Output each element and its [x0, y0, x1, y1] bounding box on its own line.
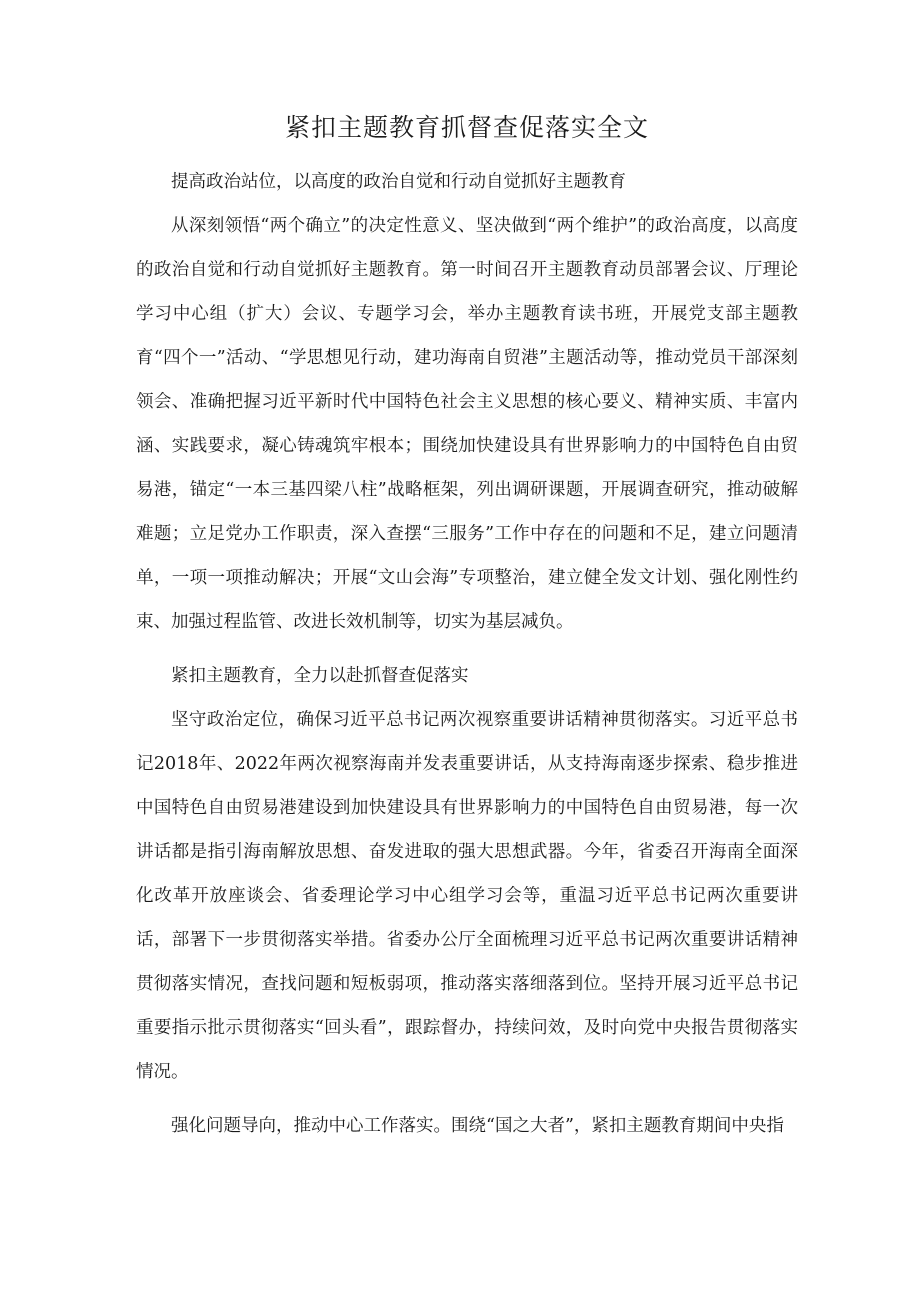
section-1-paragraph-1: 从深刻领悟“两个确立”的决定性意义、坚决做到“两个维护”的政治高度，以高度的政治自觉和行动自觉抓好主题教育。第一时间召开主题教育动员部署会议、厅理论学习中心组（扩大）会议、专题学习会，举办主题教育读书班，开展党支部主题教育“四个一”活动、“学思想见行动，建功海南自贸港”主题活动等，推动党员干部深刻领会、准确把握习近平新时代中国特色社会主义思想的核心要义、精神实质、丰富内涵、实践要求，凝心铸魂筑牢根本；围绕加快建设具有世界影响力的中国特色自由贸易港，锚定“一本三基四梁八柱”战略框架，列出调研课题，开展调查研究，推动破解难题；立足党办工作职责，深入查摆“三服务”工作中存在的问题和不足，建立问题清单，一项一项推动解决；开展“文山会海”专项整治，建立健全发文计划、强化刚性约束、加强过程监管、改进长效机制等，切实为基层减负。 — [136, 216, 798, 632]
section-heading-2: 紧扣主题教育，全力以赴抓督查促落实 — [171, 666, 469, 686]
section-2-paragraph-1: 坚守政治定位，确保习近平总书记两次视察重要讲话精神贯彻落实。习近平总书记2018年、2022年两次视察海南并发表重要讲话，从支持海南逐步探索、稳步推进中国特色自由贸易港建设到加快建设具有世界影响力的中国特色自由贸易港，每一次讲话都是指引海南解放思想、奋发进取的强大思想武器。今年，省委召开海南全面深化改革开放座谈会、省委理论学习中心组学习会等，重温习近平总书记两次重要讲话，部署下一步贯彻落实举措。省委办公厅全面梳理习近平总书记两次重要讲话精神贯彻落实情况，查找问题和短板弱项，推动落实落细落到位。坚持开展习近平总书记重要指示批示贯彻落实“回头看”，跟踪督办，持续问效，及时向党中央报告贯彻落实情况。 — [136, 710, 798, 1082]
document-title: 紧扣主题教育抓督查促落实全文 — [284, 113, 649, 142]
section-heading-1: 提高政治站位，以高度的政治自觉和行动自觉抓好主题教育 — [171, 172, 626, 192]
section-2-paragraph-2: 强化问题导向，推动中心工作落实。围绕“国之大者”，紧扣主题教育期间中央指 — [171, 1116, 784, 1136]
